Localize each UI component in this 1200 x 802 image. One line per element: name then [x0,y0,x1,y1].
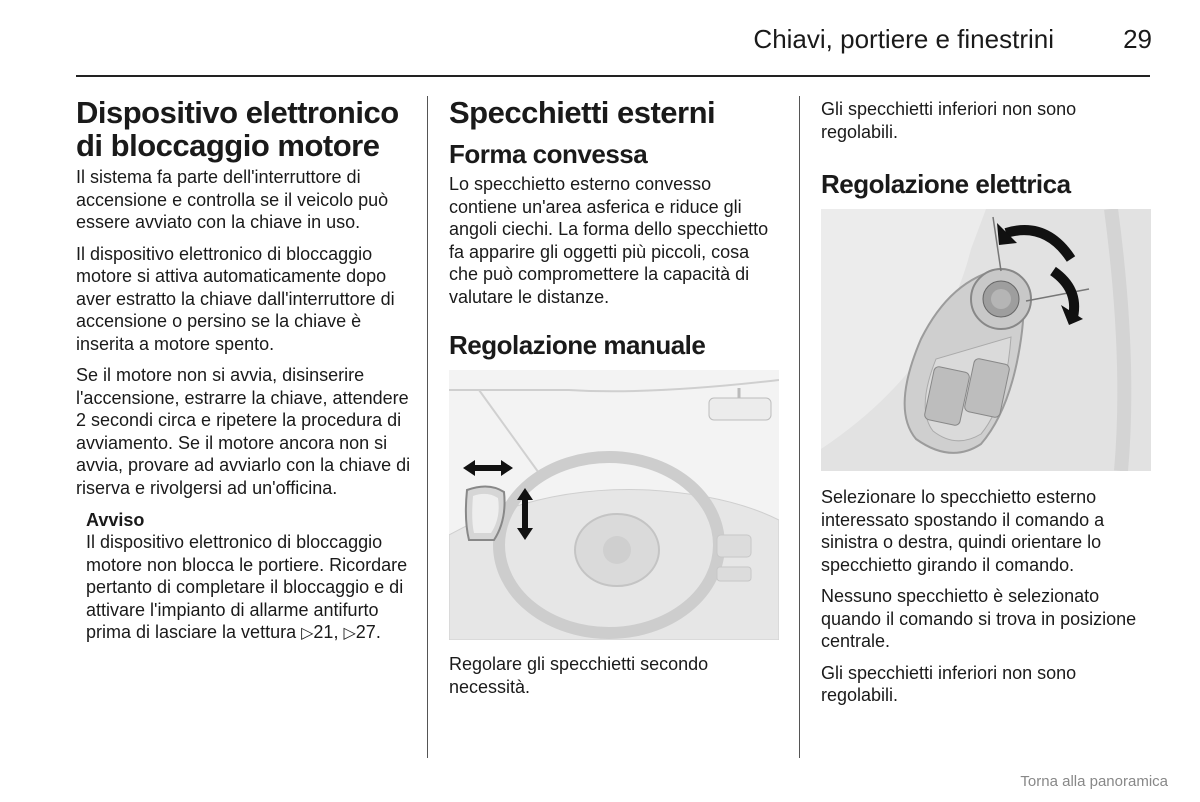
electric-mirror-switch-illustration [821,209,1151,471]
section-title-mirrors: Specchietti esterni [449,95,716,130]
header-rule [76,75,1150,77]
note-title: Avviso [86,510,145,530]
ref-separator: , [333,622,344,642]
paragraph: Regolare gli specchietti secondo necessità. [449,654,709,697]
paragraph: Selezionare lo specchietto esterno interessato spostando il comando a sinistra o destra, quindi orientare lo specchietto girando il comando. [821,487,1105,575]
column-divider-2 [799,96,800,758]
column-immobilizer [76,96,411,646]
section-title-immobilizer: Dispositivo elettronico di bloccaggio motore [76,95,399,163]
page-ref-icon: ▷ [301,625,314,642]
manual-mirror-illustration [449,370,779,640]
note-text [86,531,411,646]
subsection-title-electric: Regolazione elettrica [821,169,1071,199]
paragraph: Gli specchietti inferiori non sono regolabili. [821,662,1077,705]
note-body: Il dispositivo elettronico di bloccaggio motore non blocca le portiere. Ricordare pertanto di completare il bloccaggio e di attivare l'impianto di allarme antifurto prima di lasciare la vettura [86,532,408,642]
ref-end: . [375,622,381,642]
page-ref-icon: ▷ [343,625,356,642]
subsection-title-convex: Forma convessa [449,139,648,169]
column-electric [821,98,1151,716]
header-title: Chiavi, portiere e finestrini [753,24,1054,54]
paragraph: Se il motore non si avvia, disinserire l'accensione, estrarre la chiave, attendere 2 secondi circa e ripetere la procedura di avviamento. Se il motore ancora non si avvia, provare ad avviarlo con la chiave di riserva e rivolgersi ad un'officina. [76,365,411,498]
column-mirrors [449,96,779,707]
paragraph: Nessuno specchietto è selezionato quando il comando si trova in posizione centrale. [821,586,1137,651]
footer-overview-link[interactable]: Torna alla panoramica [1020,773,1168,790]
subsection-title-manual: Regolazione manuale [449,330,706,360]
column-divider-1 [427,96,428,758]
paragraph: Il dispositivo elettronico di bloccaggio motore si attiva automaticamente dopo aver estratto la chiave dall'interruttore di accensione o persino se la chiave è inserita a motore spento. [76,243,395,354]
page-ref-link[interactable]: 27 [355,622,376,642]
note-box [76,509,411,646]
page-number: 29 [1123,24,1152,54]
paragraph: Gli specchietti inferiori non sono regolabili. [821,99,1077,142]
page-ref-link[interactable]: 21 [313,622,334,642]
paragraph: Il sistema fa parte dell'interruttore di accensione e controlla se il veicolo può essere avviato con la chiave in uso. [76,167,389,232]
paragraph: Lo specchietto esterno convesso contiene un'area asferica e riduce gli angoli ciechi. La forma dello specchietto fa apparire gli oggetti più piccoli, cosa che può compromettere la capacità di valutare le distanze. [449,174,769,307]
